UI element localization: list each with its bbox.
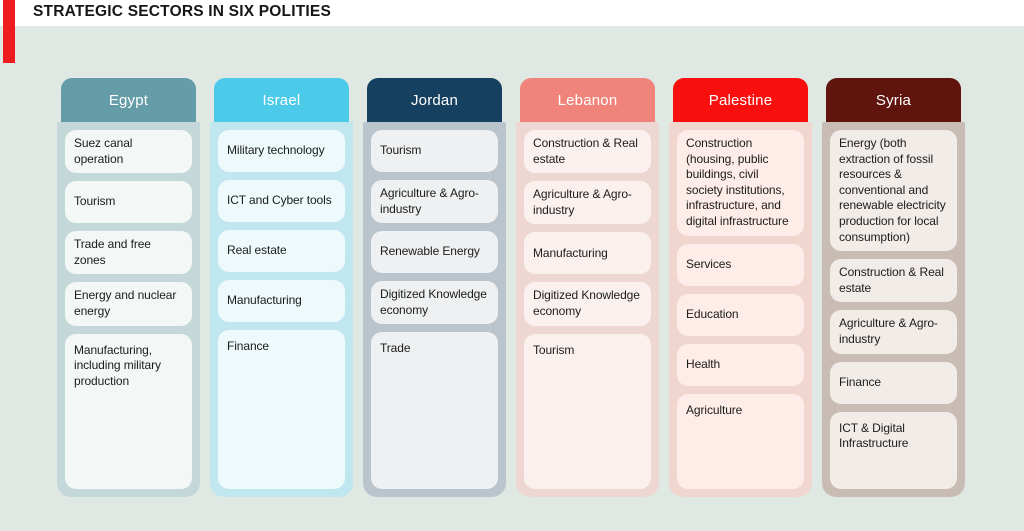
sector-card: Trade <box>371 332 498 489</box>
polity-body <box>210 122 353 497</box>
polity-body <box>516 122 659 497</box>
sector-card: Finance <box>218 330 345 489</box>
sector-card: Manufacturing, including military production <box>65 334 192 489</box>
sector-card: ICT and Cyber tools <box>218 180 345 222</box>
sector-card: Tourism <box>524 334 651 489</box>
sector-card: Tourism <box>65 181 192 223</box>
polity-header <box>61 78 196 122</box>
sector-card: Agriculture & Agro-industry <box>830 310 957 353</box>
sector-card: Services <box>677 244 804 286</box>
sector-card: Tourism <box>371 130 498 172</box>
sector-card: Construction & Real estate <box>524 130 651 173</box>
polity-column <box>516 78 659 497</box>
sector-card: Manufacturing <box>218 280 345 322</box>
polity-header <box>673 78 808 122</box>
sector-card: Energy (both extraction of fossil resources & conventional and renewable electricity production for local consumption) <box>830 130 957 251</box>
red-accent-bar <box>3 0 15 63</box>
sector-card: Real estate <box>218 230 345 272</box>
polity-body <box>363 122 506 497</box>
sector-card: Agriculture <box>677 394 804 489</box>
polity-name: Egypt <box>108 91 149 109</box>
polity-column <box>210 78 353 497</box>
sector-card: Renewable Energy <box>371 231 498 273</box>
polity-body <box>822 122 965 497</box>
polity-header <box>826 78 961 122</box>
polity-name: Jordan <box>410 91 459 109</box>
sector-card: Trade and free zones <box>65 231 192 274</box>
sector-card: Digitized Knowledge economy <box>371 281 498 324</box>
polity-name: Lebanon <box>557 91 618 109</box>
sector-card: Construction & Real estate <box>830 259 957 302</box>
polity-column <box>57 78 200 497</box>
polity-name: Syria <box>875 91 912 109</box>
polity-column <box>822 78 965 497</box>
sector-card: Education <box>677 294 804 336</box>
sector-card: Digitized Knowledge economy <box>524 282 651 325</box>
sector-card: Suez canal operation <box>65 130 192 173</box>
sector-card: ICT & Digital Infrastructure <box>830 412 957 489</box>
polity-name: Israel <box>262 91 301 109</box>
polity-body <box>57 122 200 497</box>
page-title: STRATEGIC SECTORS IN SIX POLITIES <box>33 3 331 20</box>
sector-card: Finance <box>830 362 957 404</box>
sector-card: Military technology <box>218 130 345 172</box>
polity-header <box>214 78 349 122</box>
polity-header <box>367 78 502 122</box>
polity-name: Palestine <box>708 91 773 109</box>
polity-column <box>363 78 506 497</box>
polity-body <box>669 122 812 497</box>
polity-column <box>669 78 812 497</box>
sector-card: Agriculture & Agro-industry <box>371 180 498 223</box>
polity-header <box>520 78 655 122</box>
sector-card: Agriculture & Agro-industry <box>524 181 651 224</box>
sector-card: Construction (housing, public buildings, civil society institutions, infrastructure, and digital infrastructure <box>677 130 804 236</box>
sector-card: Health <box>677 344 804 386</box>
polities-board <box>57 78 965 497</box>
sector-card: Manufacturing <box>524 232 651 274</box>
sector-card: Energy and nuclear energy <box>65 282 192 325</box>
